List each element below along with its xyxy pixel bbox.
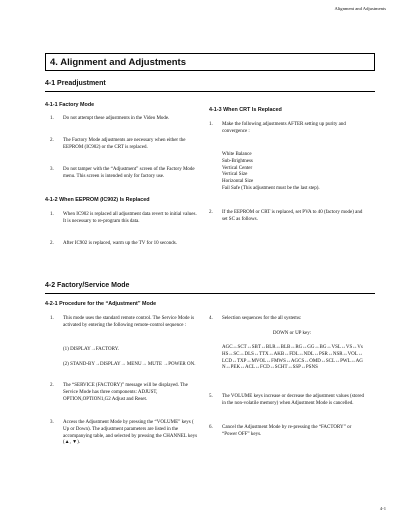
item-number: 5. [209,394,213,399]
list-item [50,138,200,152]
section-title-4-2: 4-2 Factory/Service Mode [45,282,130,289]
item-text: Do not tamper with the “Adjustment” screen of the Factory Mode menu. This screen is intended only for factory use. [63,167,195,179]
subsection-4-2-1: 4-2-1 Procedure for the “Adjustment” Mode [45,301,157,307]
chapter-box [45,53,375,71]
item-text: This mode uses the standard remote control. The Service Mode is activated by entering the following remote-control sequence : [63,316,195,328]
selection-sequence: AGC↔SCT↔SBT↔BLR↔BLB↔RG↔GG↔BG↔VSL↔VS↔VsHS↔SC↔DLS↔TTX↔AKB↔FDL↔NDL↔PSR↔NSR↔VOL↔LCD↔TXP↔MVOL↔FMWS↔AGCS↔OMD↔SCL↔PWL↔AGN↔PEK↔ACL↔FCD↔SCHT↔SSP↔PSNS [222,345,363,371]
list-item [50,383,200,403]
item-number: 2. [50,138,54,143]
list-item [50,241,200,248]
item-text: Cancel the Adjustment Mode by re-pressing the “FACTORY” or “Power OFF” keys. [222,425,352,437]
down-or-up-label: DOWN or UP key: [272,331,312,336]
chapter-title: 4. Alignment and Adjustments [50,57,187,68]
item-text: The “SERVICE (FACTORY)” message will be displayed. The Service Mode has three components: ADJUST, OPTION,OPTION1,G2 Adjust and Reset. [63,383,188,402]
adjustment-item: White Balance [222,152,252,157]
running-header: Alignment and Adjustments [334,6,386,11]
item-text: The VOLUME keys increase or decrease the adjustment values (stored in the non-volatile memory) when Adjustment Mode is cancelled. [222,394,364,406]
list-item [209,316,364,323]
list-item [209,425,364,439]
item-number: 1. [50,212,54,217]
item-number: 2. [50,383,54,388]
list-item [50,316,200,330]
item-text: If the EEPROM or CRT is replaced, set PVA to 40 (factory mode) and set SC as follows. [222,210,363,222]
item-number: 1. [50,316,54,321]
adjustment-item: Horizontal Size [222,179,254,185]
adjustment-item: Sub-Brightness [222,158,253,164]
list-item [209,210,364,224]
adjustment-item: Vertical Size [222,172,248,178]
page-number: 4-1 [379,506,386,511]
item-number: 4. [209,316,213,321]
section-rule [45,91,375,92]
subsection-4-1-1: 4-1-1 Factory Mode [45,102,95,108]
item-text: When IC902 is replaced all adjustment data revert to initial values. It is necessary to re-program this data. [63,212,197,224]
item-number: 2. [50,241,54,246]
list-item [209,122,364,136]
adjustment-item: Fail Safe (This adjustment must be the last step). [222,185,320,191]
item-text: Make the following adjustments AFTER setting up purity and convergence : [222,122,346,134]
item-text: After IC902 is replaced, warm up the TV for 10 seconds. [63,241,177,246]
list-item [50,420,200,447]
item-text: Do not attempt these adjustments in the Video Mode. [63,116,170,121]
adjustment-list [222,152,367,193]
list-item [50,116,200,123]
list-item [50,167,200,181]
item-number: 3. [50,167,54,172]
subsection-4-1-2: 4-1-2 When EEPROM (IC902) Is Replaced [45,197,150,203]
item-number: 6. [209,425,213,430]
item-number: 3. [50,420,54,425]
list-item [50,212,200,226]
item-text: The Factory Mode adjustments are necessary when either the EEPROM (IC902) or the CRT is replaced. [63,138,186,150]
item-number: 1. [50,116,54,121]
item-text: Selection sequences for the all systems: [222,316,302,321]
key-sequence-2: (2) STAND-BY→DISPLAY→ MENU→ MUTE →POWER ON. [63,362,196,367]
section-rule [45,293,375,294]
key-sequence-1: (1) DISPLAY→FACTORY. [63,347,119,352]
item-text: Access the Adjustment Mode by pressing the “VOLUME” keys ( Up or Down). The adjustment parameters are listed in the accompanying table, and selected by pressing the CHANNEL keys (▲, ▼). [63,420,198,446]
item-number: 1. [209,122,213,127]
list-item [209,394,364,408]
adjustment-item: Vertical Center [222,165,253,171]
subsection-4-1-3: 4-1-3 When CRT Is Replaced [209,107,282,113]
item-number: 2. [209,210,213,215]
section-title-4-1: 4-1 Preadjustment [45,80,106,87]
